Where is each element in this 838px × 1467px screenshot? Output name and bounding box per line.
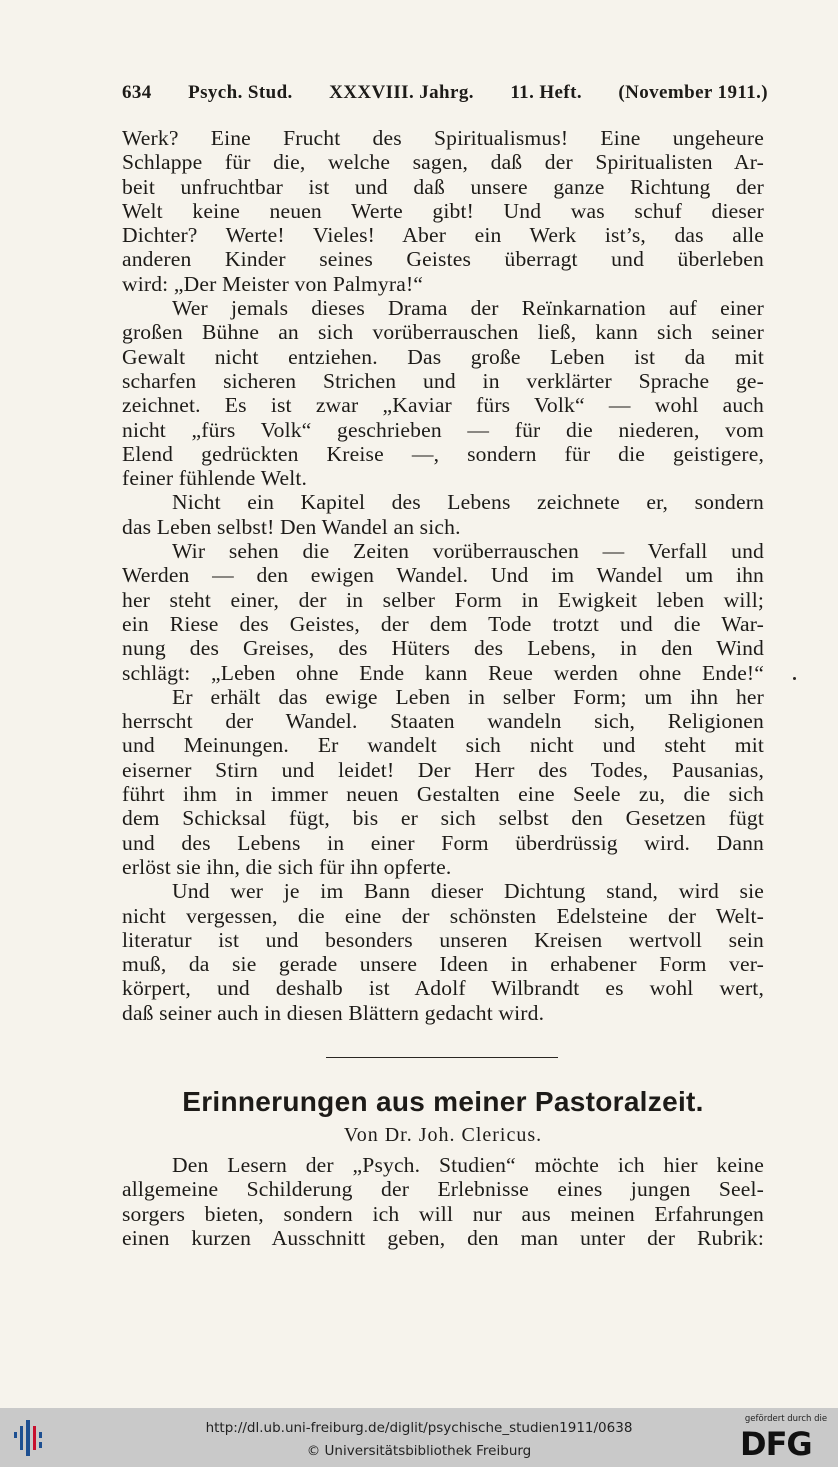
text-line: Dichter? Werte! Vieles! Aber ein Werk ist’s, das alle: [122, 223, 764, 248]
running-head: [122, 82, 768, 104]
text-line: beit unfruchtbar ist und daß unsere ganze Richtung der: [122, 174, 764, 199]
text-line: Elend gedrückten Kreise —, sondern für die geistigere,: [122, 441, 764, 466]
text-line: her steht einer, der in selber Form in Ewigkeit leben will;: [122, 587, 764, 612]
text-line: muß, da sie gerade unsere Ideen in erhabener Form ver-: [122, 952, 764, 977]
text-line: wird: „Der Meister von Palmyra!“: [122, 271, 424, 296]
text-line: Nicht ein Kapitel des Lebens zeichnete er, sondern: [172, 490, 764, 515]
text-line: allgemeine Schilderung der Erlebnisse eines jungen Seel-: [122, 1177, 764, 1202]
text-line: sorgers bieten, sondern ich will nur aus meinen Erfahrungen: [122, 1201, 764, 1226]
text-line: und des Lebens in einer Form überdrüssig wird. Dann: [122, 830, 764, 855]
text-line: Gewalt nicht entziehen. Das große Leben ist da mit: [122, 344, 764, 369]
text-line: Werden — den ewigen Wandel. Und im Wandel um ihn: [122, 563, 764, 588]
print-speck: [793, 677, 796, 680]
text-line: scharfen sicheren Strichen und in verklärter Sprache ge-: [122, 368, 764, 393]
text-line: Schlappe für die, welche sagen, daß der Spiritualisten Ar-: [122, 150, 764, 175]
text-line: dem Schicksal fügt, bis er sich selbst den Gesetzen fügt: [122, 806, 764, 831]
permalink-url[interactable]: http://dl.ub.uni-freiburg.de/diglit/psychische_studien1911/0638: [205, 1420, 633, 1436]
journal-name: Psych. Stud.: [188, 82, 293, 103]
text-line: nicht „fürs Volk“ geschrieben — für die niederen, vom: [122, 417, 764, 442]
body-text-article: [122, 1153, 764, 1250]
text-line: herrscht der Wandel. Staaten wandeln sich, Religionen: [122, 709, 764, 734]
page-number: 634: [122, 82, 152, 103]
text-line: körpert, und deshalb ist Adolf Wilbrandt es wohl wert,: [122, 976, 764, 1001]
text-line: Wer jemals dieses Drama der Reïnkarnation auf einer: [172, 296, 764, 321]
text-line: Werk? Eine Frucht des Spiritualismus! Eine ungeheure: [122, 126, 764, 150]
library-credit: © Universitätsbibliothek Freiburg: [306, 1443, 532, 1459]
section-divider: [326, 1057, 558, 1058]
text-line: ein Riese des Geistes, der dem Tode trotzt und die War-: [122, 611, 764, 636]
text-line: feiner fühlende Welt.: [122, 466, 308, 491]
text-line: erlöst sie ihn, die sich für ihn opferte.: [122, 854, 452, 879]
issue-date: (November 1911.): [618, 82, 768, 103]
text-line: Er erhält das ewige Leben in selber Form; um ihn her: [172, 684, 764, 709]
article-byline: Von Dr. Joh. Clericus.: [343, 1124, 543, 1146]
issue: 11. Heft.: [510, 82, 582, 103]
text-line: Und wer je im Bann dieser Dichtung stand, wird sie: [172, 879, 764, 904]
body-text-section1: [122, 126, 764, 1025]
text-line: das Leben selbst! Den Wandel an sich.: [122, 514, 461, 539]
text-line: Den Lesern der „Psych. Studien“ möchte ich hier keine: [172, 1153, 764, 1177]
text-line: literatur ist und besonders unseren Kreisen wertvoll sein: [122, 927, 764, 952]
text-line: und Meinungen. Er wandelt sich nicht und steht mit: [122, 733, 764, 758]
text-line: nicht vergessen, die eine der schönsten Edelsteine der Welt-: [122, 903, 764, 928]
text-line: anderen Kinder seines Geistes überragt und überleben: [122, 247, 764, 272]
text-line: daß seiner auch in diesen Blättern gedacht wird.: [122, 1000, 545, 1025]
text-line: führt ihm in immer neuen Gestalten eine Seele zu, die sich: [122, 782, 764, 807]
text-line: Welt keine neuen Werte gibt! Und was schuf dieser: [122, 198, 764, 223]
text-line: eiserner Stirn und leidet! Der Herr des Todes, Pausanias,: [122, 757, 764, 782]
text-line: zeichnet. Es ist zwar „Kaviar fürs Volk“ — wohl auch: [122, 393, 764, 418]
article-title: Erinnerungen aus meiner Pastoralzeit.: [182, 1086, 704, 1117]
text-line: schlägt: „Leben ohne Ende kann Reue werden ohne Ende!“: [122, 660, 764, 685]
dfg-logo: DFG: [740, 1425, 812, 1463]
text-line: Wir sehen die Zeiten vorüberrauschen — Verfall und: [172, 539, 764, 564]
text-line: einen kurzen Ausschnitt geben, den man unter der Rubrik:: [122, 1225, 764, 1250]
viewer-footer: [0, 1408, 838, 1467]
volume: XXXVIII. Jahrg.: [329, 82, 474, 103]
funder-note: gefördert durch die: [744, 1414, 828, 1424]
text-line: großen Bühne an sich vorüberrauschen ließ, kann sich seiner: [122, 320, 764, 345]
text-line: nung des Greises, des Hüters des Lebens, in den Wind: [122, 636, 764, 661]
